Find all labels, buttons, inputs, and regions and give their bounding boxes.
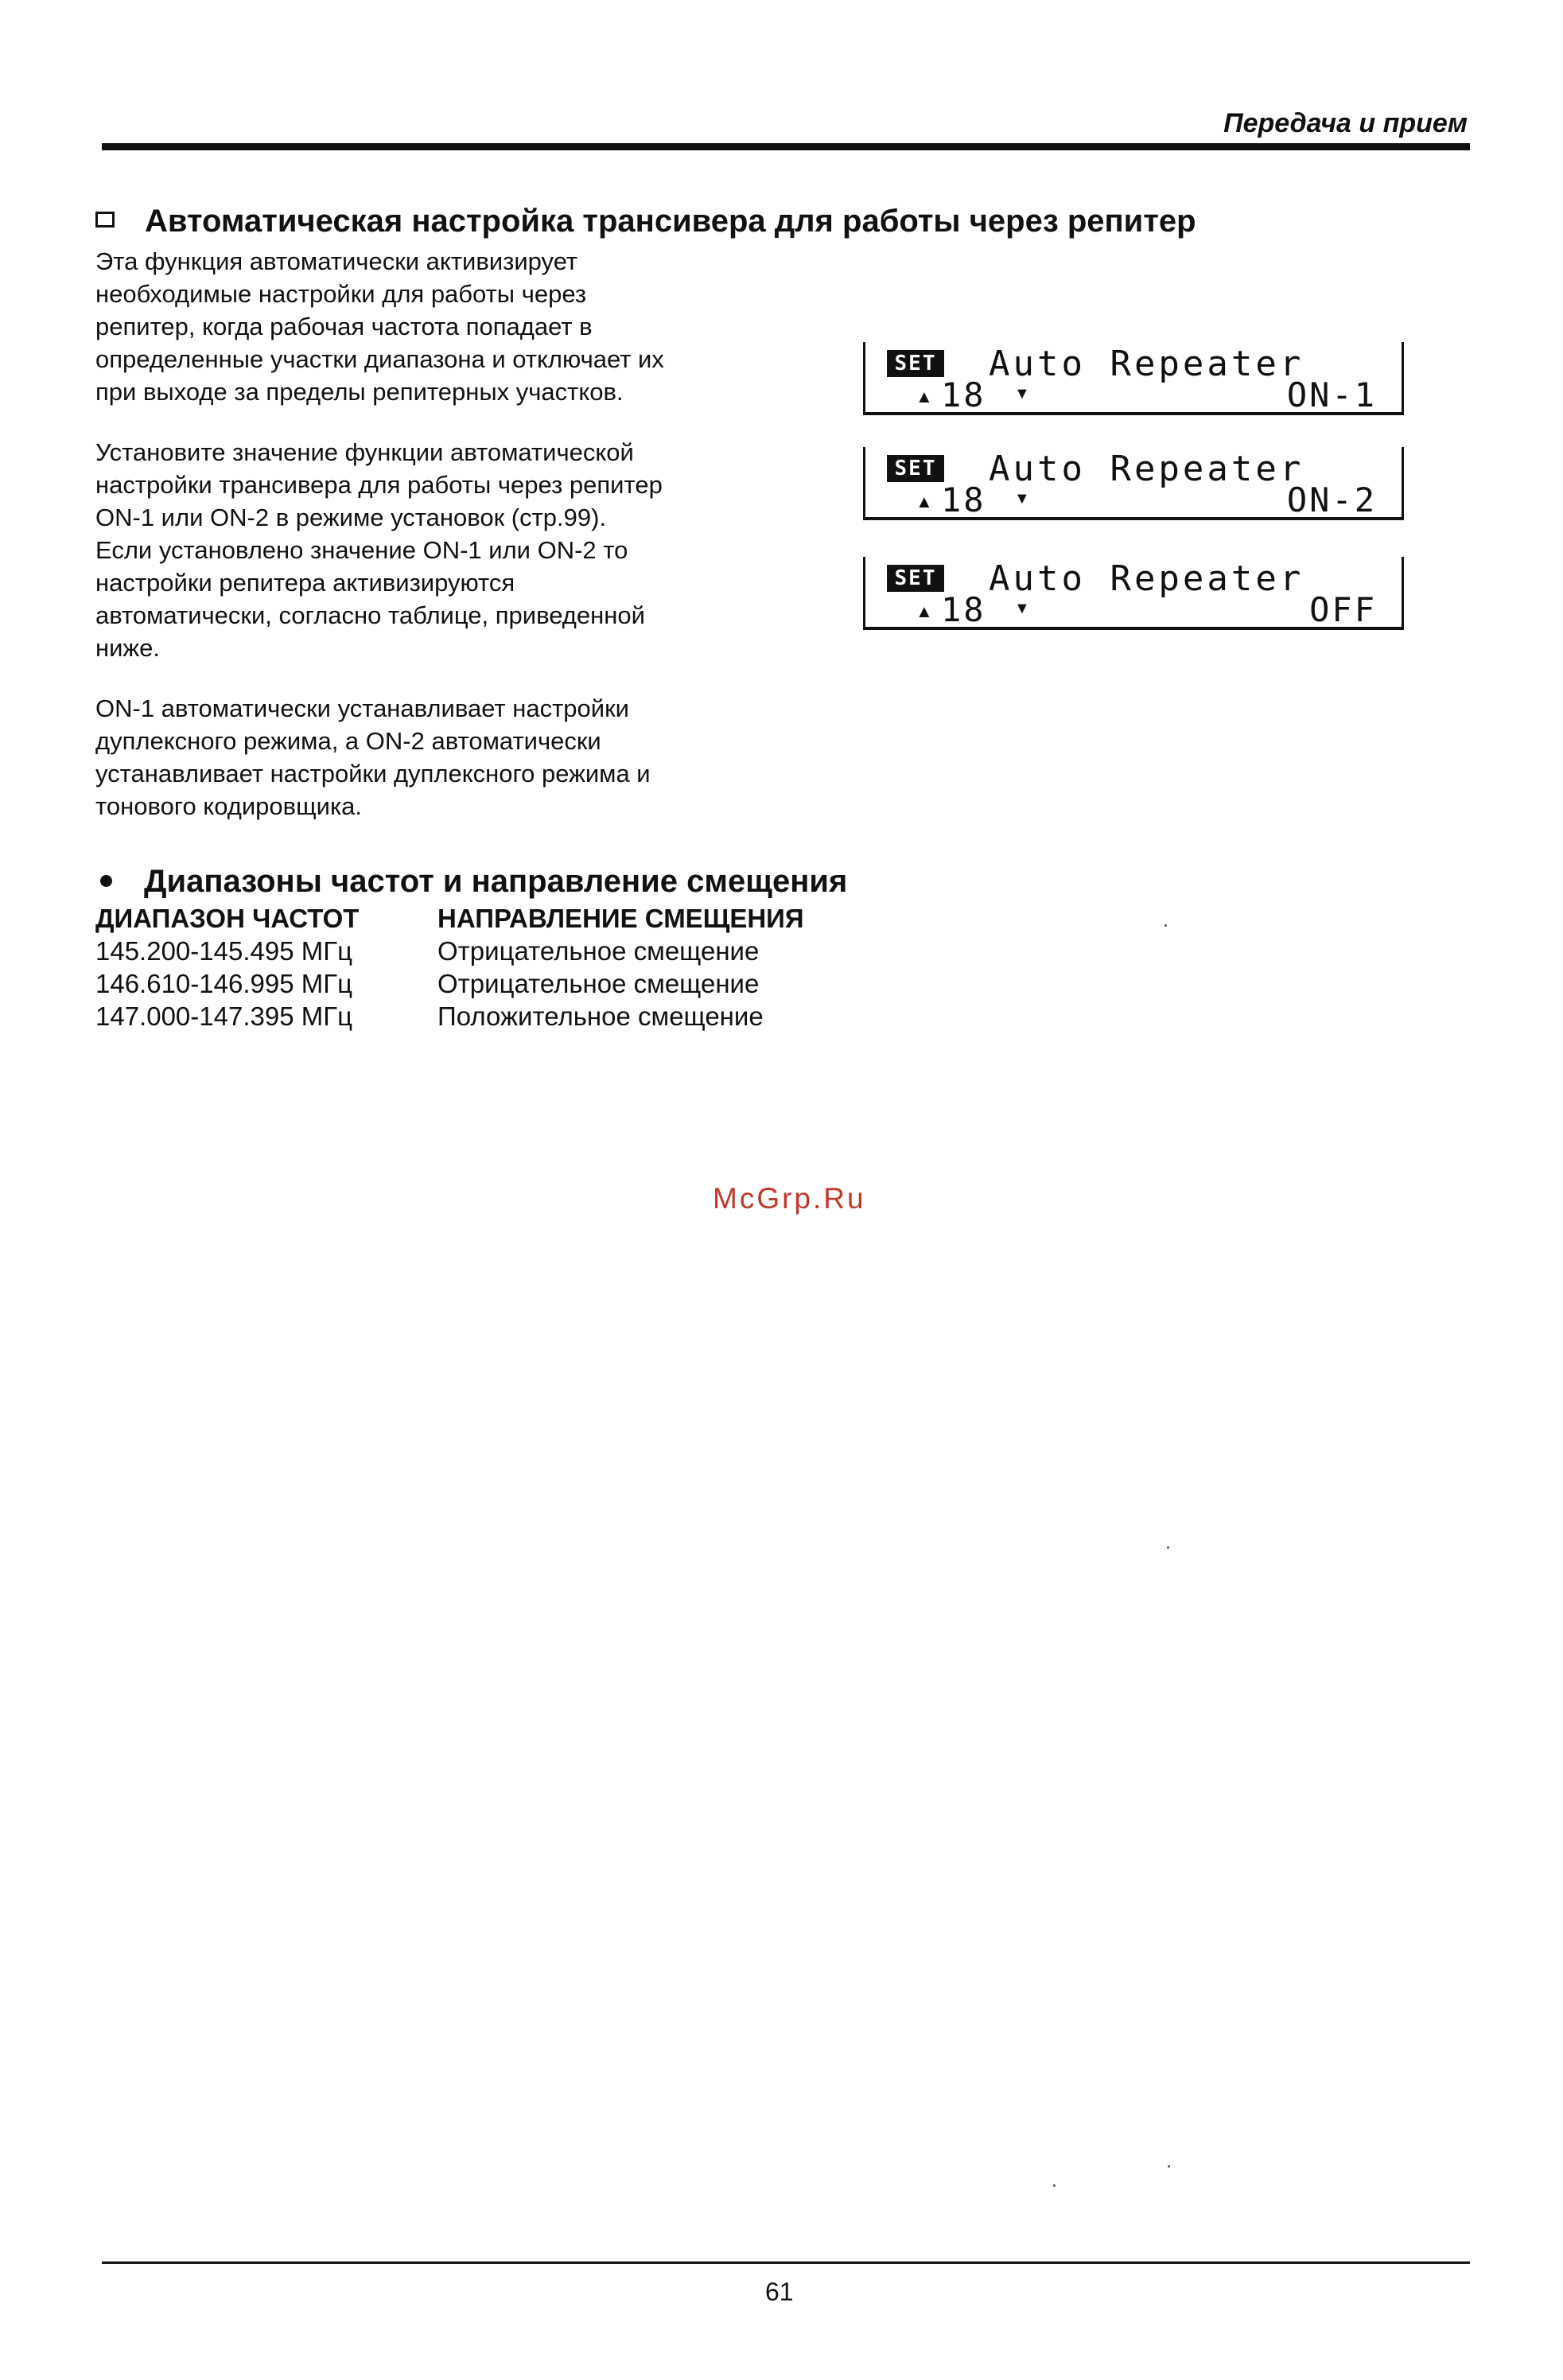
antenna-icon: ▲ [916, 601, 933, 621]
text-line: ниже. [95, 634, 161, 662]
footer-divider [102, 2261, 1470, 2264]
text-line: необходимые настройки для работы через [95, 280, 587, 308]
scan-speck [1168, 2165, 1170, 2168]
text-line: дуплексного режима, а ON-2 автоматически [95, 727, 601, 755]
table-row [95, 935, 804, 967]
text-line: при выходе за пределы репитерных участков. [95, 378, 624, 406]
scan-speck [1167, 1546, 1169, 1549]
section-heading-text: Автоматическая настройка трансивера для работы через репитер [145, 204, 1196, 239]
antenna-icon: ▲ [916, 387, 933, 406]
offset-direction-cell: Отрицательное смещение [437, 969, 760, 998]
paragraph-intro [95, 245, 811, 408]
down-triangle-icon: ▼ [1014, 600, 1030, 617]
table-row [95, 967, 804, 1000]
ranges-heading-text: Диапазоны частот и направление смещения [144, 864, 848, 899]
lcd-menu-label: Auto Repeater [989, 558, 1304, 599]
text-line: настройки трансивера для работы через репитер [95, 471, 663, 499]
text-line: тонового кодировщика. [95, 792, 363, 820]
lcd-menu-number: 18 [941, 590, 986, 629]
lcd-menu-number: 18 [941, 480, 986, 519]
section-heading [95, 204, 1196, 239]
running-header: Передача и прием [1223, 108, 1468, 138]
frequency-range-cell: 145.200-145.495 МГц [95, 936, 352, 966]
text-line: Если установлено значение ON-1 или ON-2 то [95, 536, 628, 564]
watermark-link[interactable]: McGrp.Ru [713, 1182, 866, 1215]
text-line: ON-1 автоматически устанавливает настройки [95, 694, 629, 722]
text-line: Установите значение функции автоматической [95, 438, 634, 466]
paragraph-on-modes [95, 692, 811, 822]
text-line: устанавливает настройки дуплексного режима и [95, 760, 651, 788]
table-row [95, 1000, 804, 1032]
lcd-display-off [863, 557, 1404, 630]
frequency-table [95, 902, 804, 1032]
paragraph-setup [95, 436, 811, 664]
lcd-menu-number: 18 [941, 375, 986, 414]
table-header-row [95, 902, 804, 935]
text-line: ON-1 или ON-2 в режиме установок (стр.99). [95, 504, 607, 531]
lcd-menu-value: ON-2 [1286, 480, 1377, 519]
set-badge-icon: SET [887, 350, 944, 377]
lcd-menu-label: Auto Repeater [989, 344, 1304, 384]
antenna-icon: ▲ [916, 492, 933, 511]
lcd-menu-value: OFF [1309, 590, 1377, 629]
text-line: настройки репитера активизируются [95, 569, 515, 597]
offset-direction-cell: Отрицательное смещение [437, 936, 760, 966]
bullet-icon [100, 875, 112, 887]
offset-direction-cell: Положительное смещение [437, 1001, 764, 1031]
ranges-heading [95, 864, 847, 900]
scan-speck [1164, 924, 1167, 927]
set-badge-icon: SET [887, 455, 944, 482]
frequency-range-cell: 147.000-147.395 МГц [95, 1001, 352, 1031]
text-line: Эта функция автоматически активизирует [95, 247, 578, 275]
column-header: ДИАПАЗОН ЧАСТОТ [95, 904, 360, 933]
text-line: автоматически, согласно таблице, приведенной [95, 601, 645, 629]
lcd-menu-label: Auto Repeater [989, 449, 1304, 489]
down-triangle-icon: ▼ [1014, 385, 1030, 402]
text-line: репитер, когда рабочая частота попадает в [95, 313, 593, 340]
lcd-display-on1 [863, 342, 1404, 415]
page-number: 61 [765, 2277, 794, 2306]
scan-speck [1053, 2184, 1056, 2187]
lcd-display-on2 [863, 447, 1404, 520]
column-header: НАПРАВЛЕНИЕ СМЕЩЕНИЯ [437, 904, 804, 933]
text-line: определенные участки диапазона и отключает их [95, 345, 664, 373]
checkbox-square-icon [95, 212, 115, 228]
set-badge-icon: SET [887, 565, 944, 592]
frequency-range-cell: 146.610-146.995 МГц [95, 969, 352, 998]
lcd-menu-value: ON-1 [1286, 375, 1377, 414]
header-divider [102, 143, 1470, 150]
down-triangle-icon: ▼ [1014, 490, 1030, 508]
